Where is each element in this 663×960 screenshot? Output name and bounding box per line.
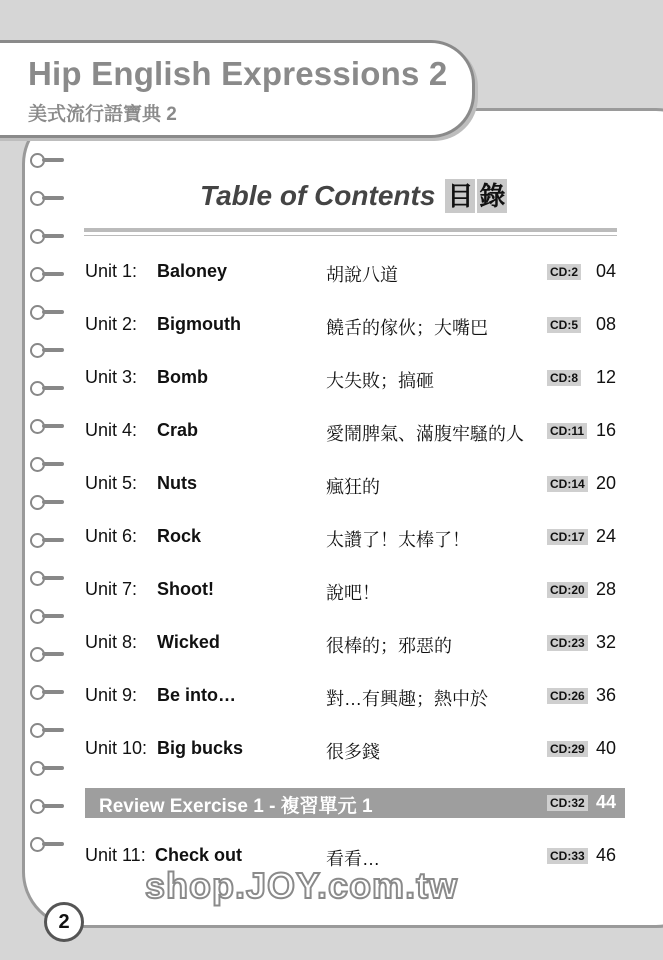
unit-label: Unit 1: xyxy=(85,261,138,281)
unit-title: Bigmouth xyxy=(157,314,241,334)
binding-ring xyxy=(30,799,64,814)
book-subtitle: 美式流行語寶典 2 xyxy=(28,104,177,125)
binding-ring xyxy=(30,837,64,852)
page-number: 40 xyxy=(596,738,617,758)
unit-label: Unit 8: xyxy=(85,632,138,652)
toc-row-unit-4[interactable] xyxy=(85,420,625,444)
page-number: 44 xyxy=(596,792,617,812)
unit-label: Unit 5: xyxy=(85,473,138,493)
cd-track-badge: CD:32 xyxy=(547,795,588,811)
binding-ring xyxy=(30,533,64,548)
toc-row-unit-2[interactable] xyxy=(85,314,625,338)
toc-row-unit-6[interactable] xyxy=(85,526,625,550)
unit-label: Unit 2: xyxy=(85,314,138,334)
unit-meaning: 很棒的；邪惡的 xyxy=(326,636,452,656)
book-title: Hip English Expressions 2 xyxy=(28,55,448,92)
unit-meaning: 饒舌的傢伙；大嘴巴 xyxy=(326,318,488,338)
unit-title: Shoot! xyxy=(157,579,214,599)
unit-meaning: 太讚了！太棒了！ xyxy=(326,530,470,550)
unit-title: Bomb xyxy=(157,367,208,387)
unit-title: Wicked xyxy=(157,632,220,652)
toc-row-unit-1[interactable] xyxy=(85,261,625,285)
unit-title: Rock xyxy=(157,526,202,546)
unit-meaning: 很多錢 xyxy=(326,742,380,762)
page-number: 20 xyxy=(596,473,617,493)
toc-row-unit-7[interactable] xyxy=(85,579,625,603)
cd-track-badge: CD:14 xyxy=(547,476,588,492)
binding-ring xyxy=(30,419,64,434)
unit-title: Baloney xyxy=(157,261,228,281)
cd-track-badge: CD:20 xyxy=(547,582,588,598)
unit-label: Unit 9: xyxy=(85,685,138,705)
page-number: 04 xyxy=(596,261,617,281)
cd-track-badge: CD:23 xyxy=(547,635,588,651)
unit-label: Unit 3: xyxy=(85,367,138,387)
unit-title: Check out xyxy=(155,845,243,865)
toc-row-unit-9[interactable] xyxy=(85,685,625,709)
toc-row-unit-3[interactable] xyxy=(85,367,625,391)
unit-meaning: 對…有興趣；熱中於 xyxy=(326,689,488,709)
binding-ring xyxy=(30,305,64,320)
binding-ring xyxy=(30,723,64,738)
unit-meaning: 看看… xyxy=(326,849,380,869)
toc-row-unit-5[interactable] xyxy=(85,473,625,497)
binding-ring xyxy=(30,457,64,472)
toc-heading-zh-char: 錄 xyxy=(479,181,506,211)
unit-label: Unit 4: xyxy=(85,420,138,440)
toc-heading xyxy=(200,176,507,216)
binding-ring xyxy=(30,153,64,168)
page-number: 12 xyxy=(596,367,617,387)
toc-heading-zh xyxy=(445,179,507,213)
cd-track-badge: CD:5 xyxy=(547,317,581,333)
binding-ring xyxy=(30,267,64,282)
cd-track-badge: CD:8 xyxy=(547,370,581,386)
unit-meaning: 胡說八道 xyxy=(326,265,398,285)
unit-meaning: 大失敗；搞砸 xyxy=(326,371,434,391)
toc-heading-en: Table of Contents xyxy=(200,180,436,211)
binding-ring xyxy=(30,609,64,624)
heading-rule xyxy=(84,228,617,232)
binding-ring xyxy=(30,647,64,662)
binding-ring xyxy=(30,761,64,776)
cd-track-badge: CD:11 xyxy=(547,423,587,439)
binding-ring xyxy=(30,381,64,396)
binding-ring xyxy=(30,229,64,244)
unit-label: Unit 10: xyxy=(85,738,148,758)
page-number: 46 xyxy=(596,845,617,865)
watermark: shop.JOY.com.tw xyxy=(145,865,459,906)
binding-ring xyxy=(30,343,64,358)
unit-title: Nuts xyxy=(157,473,197,493)
cd-track-badge: CD:29 xyxy=(547,741,588,757)
toc-heading-zh-char: 目 xyxy=(447,181,474,211)
page-number: 08 xyxy=(596,314,617,334)
unit-meaning: 瘋狂的 xyxy=(326,477,380,497)
heading-rule-thin xyxy=(84,235,617,236)
toc-row-review-exercise[interactable] xyxy=(85,788,625,818)
cd-track-badge: CD:2 xyxy=(547,264,581,280)
page-number: 16 xyxy=(596,420,617,440)
unit-label: Unit 6: xyxy=(85,526,138,546)
unit-title: Big bucks xyxy=(157,738,244,758)
unit-title: Be into… xyxy=(157,685,236,705)
unit-meaning: 愛鬧脾氣、滿腹牢騷的人 xyxy=(326,424,524,444)
unit-label: Unit 7: xyxy=(85,579,138,599)
page-number-badge: 2 xyxy=(44,902,84,942)
page-number: 36 xyxy=(596,685,617,705)
binding-ring xyxy=(30,571,64,586)
toc-row-unit-10[interactable] xyxy=(85,738,625,762)
review-label: Review Exercise 1 - 複習單元 1 xyxy=(99,796,373,817)
page-number: 32 xyxy=(596,632,617,652)
page-number: 24 xyxy=(596,526,617,546)
unit-meaning: 說吧！ xyxy=(326,583,380,603)
binding-ring xyxy=(30,191,64,206)
cd-track-badge: CD:26 xyxy=(547,688,588,704)
toc-row-unit-8[interactable] xyxy=(85,632,625,656)
unit-label: Unit 11: xyxy=(85,845,146,865)
unit-title: Crab xyxy=(157,420,199,440)
binding-ring xyxy=(30,685,64,700)
cd-track-badge: CD:17 xyxy=(547,529,588,545)
page-number: 28 xyxy=(596,579,617,599)
cd-track-badge: CD:33 xyxy=(547,848,588,864)
binding-ring xyxy=(30,495,64,510)
